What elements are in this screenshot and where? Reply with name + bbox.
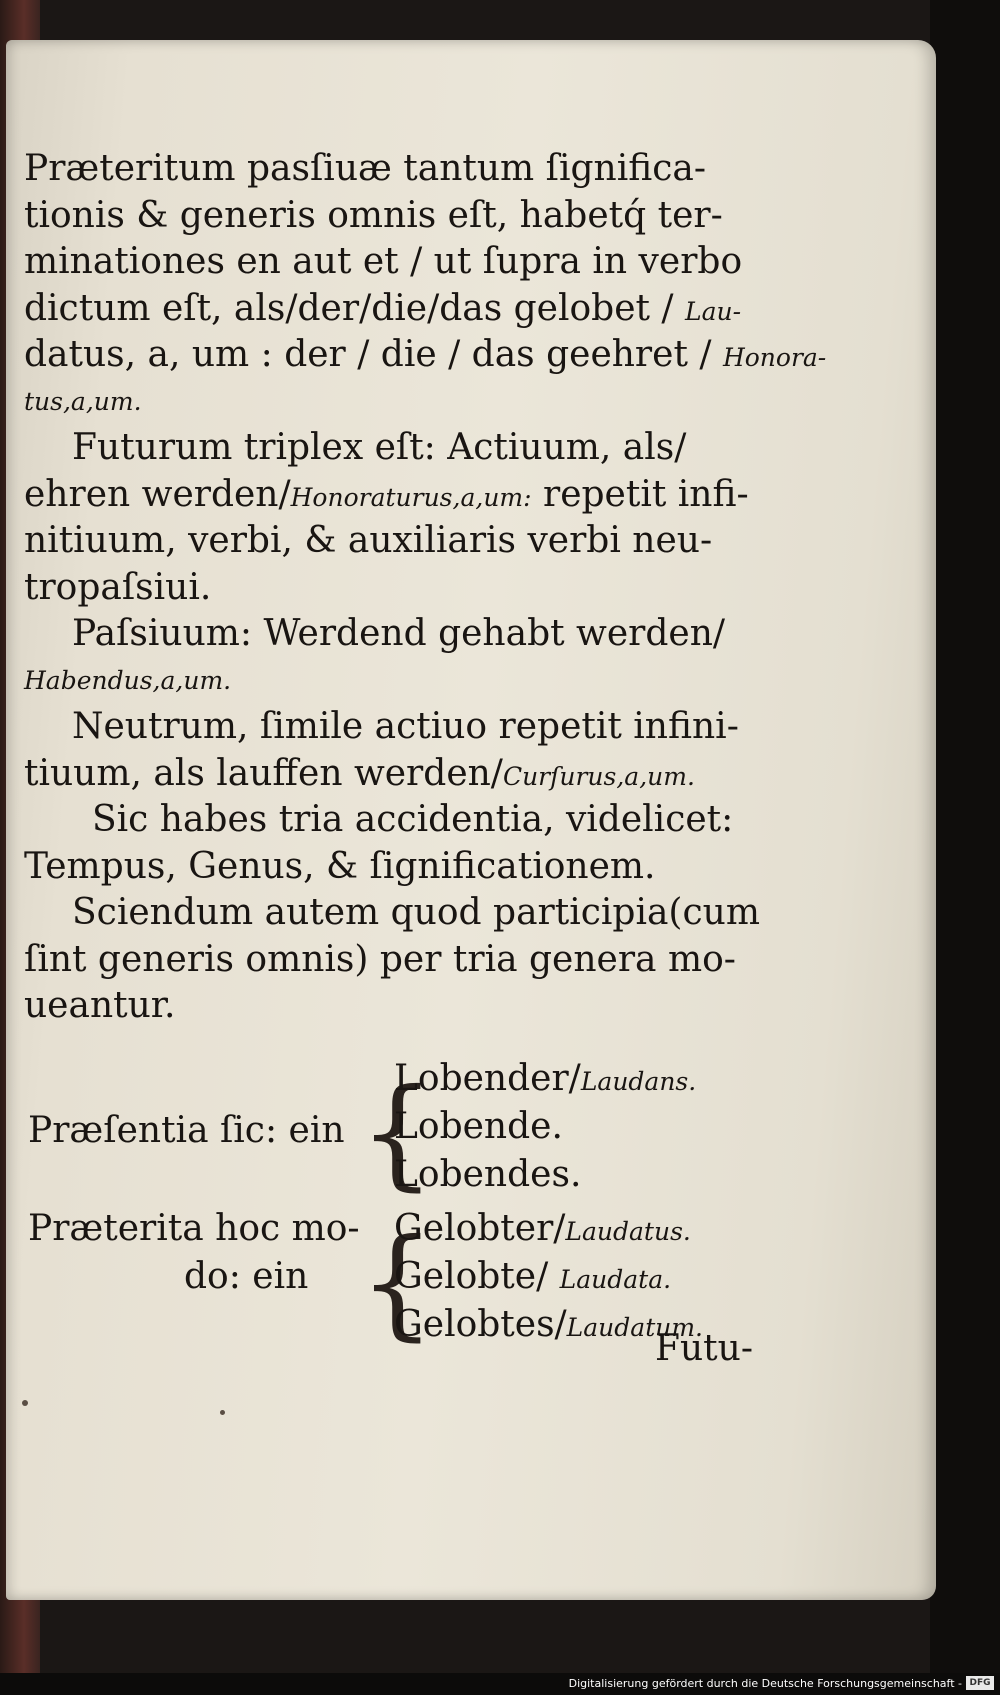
- text-line: Sciendum autem quod participia(cum: [72, 892, 760, 933]
- praeterita-group: [24, 1208, 764, 1358]
- text-line: tionis & generis omnis eſt, habetq́ ter-: [24, 194, 723, 236]
- latin-gloss: Curſurus,a,um.: [502, 761, 695, 791]
- text-line: tropaſsiui.: [24, 566, 212, 608]
- list-item: [394, 1256, 703, 1304]
- praeterita-lead: Præterita hoc mo-: [28, 1208, 360, 1249]
- brace-icon: {: [359, 1064, 436, 1203]
- latin-gloss: Laudatus.: [565, 1217, 691, 1246]
- latin-gloss: Lau-: [685, 296, 742, 326]
- latin-gloss: Laudans.: [580, 1067, 697, 1096]
- text-line: Futurum triplex eſt: Actiuum, als/: [72, 427, 687, 468]
- text-line: Tempus, Genus, & ſignificationem.: [24, 845, 656, 887]
- text-line: Præteritum pasſiuæ tantum ſignifica-: [24, 148, 707, 189]
- praeterita-lead-cont: do: ein: [184, 1256, 309, 1297]
- ink-spot: [22, 1400, 28, 1406]
- text-span: dictum eſt, als/der/die/das gelobet /: [24, 287, 674, 329]
- latin-gloss: Honoraturus,a,um:: [290, 482, 532, 512]
- text-line: [24, 472, 764, 519]
- text-line: ueantur.: [24, 985, 176, 1026]
- praesentia-lead: Præſentia ſic: ein: [28, 1110, 345, 1151]
- text-line: Neutrum, ſimile actiuo repetit infini-: [72, 706, 739, 747]
- list-item: Lobende.: [394, 1106, 563, 1147]
- text-span: repetit infi-: [531, 473, 749, 515]
- text-line: minationes en aut et / ut ſupra in verbo: [24, 241, 743, 282]
- ink-spot: [220, 1410, 225, 1415]
- text-line: tus,a,um.: [24, 386, 142, 416]
- text-span: tiuum, als lauffen werden/: [24, 752, 503, 794]
- catchword: Futu-: [655, 1328, 753, 1369]
- footer-credit: Digitalisierung gefördert durch die Deutsche Forschungsgemeinschaft -: [568, 1677, 962, 1690]
- brace-icon: {: [359, 1214, 436, 1353]
- text-line: ſint generis omnis) per tria genera mo-: [24, 938, 736, 980]
- text-span: datus, a, um : der / die / das geehret /: [24, 334, 712, 375]
- text-line: Sic habes tria accidentia, videlicet:: [92, 799, 734, 840]
- scan-background-right: [930, 0, 1000, 1695]
- item-text: Gelobte/: [394, 1256, 549, 1297]
- text-line: Paſsiuum: Werdend gehabt werden/: [72, 613, 726, 654]
- item-text: Gelobtes/: [394, 1304, 567, 1345]
- text-line: Habendus,a,um.: [24, 665, 232, 695]
- praesentia-items: [394, 1058, 696, 1202]
- text-line: [24, 751, 764, 798]
- page-text-block: [24, 146, 827, 1030]
- item-text: Gelobter/: [394, 1208, 566, 1249]
- list-item: [394, 1208, 703, 1256]
- list-item: [394, 1058, 696, 1106]
- text-span: ehren werden/: [24, 473, 291, 515]
- latin-gloss: Laudata.: [559, 1265, 672, 1294]
- praesentia-group: [24, 1058, 764, 1208]
- participle-table: [24, 1058, 764, 1358]
- text-line: [24, 286, 764, 333]
- item-text: Lobender/: [394, 1058, 581, 1099]
- text-line: nitiuum, verbi, & auxiliaris verbi neu-: [24, 520, 713, 561]
- list-item: Lobendes.: [394, 1154, 582, 1195]
- text-line: [24, 332, 827, 379]
- dfg-logo: DFG: [966, 1676, 994, 1690]
- latin-gloss: Laudatum.: [566, 1313, 703, 1342]
- latin-gloss: Honora-: [722, 343, 827, 372]
